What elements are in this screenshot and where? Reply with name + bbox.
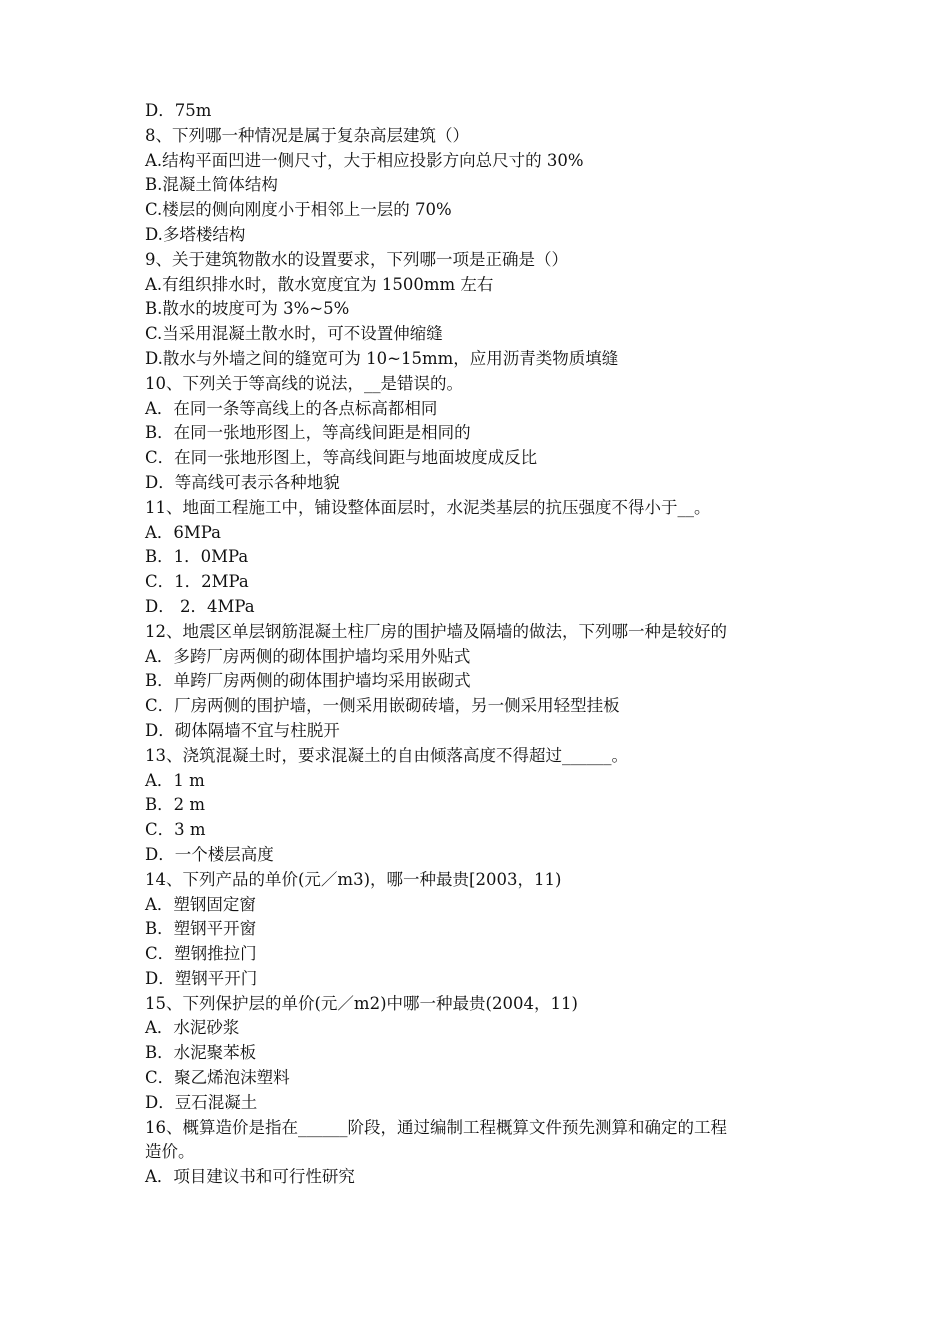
option-line: D．塑钢平开门 bbox=[145, 968, 258, 988]
option-line: B.散水的坡度可为 3%~5% bbox=[145, 299, 350, 319]
option-line: A．项目建议书和可行性研究 bbox=[145, 1167, 355, 1187]
option-line: D．等高线可表示各种地貌 bbox=[145, 472, 340, 492]
option-line: D．一个楼层高度 bbox=[145, 844, 274, 864]
question-line: 15、下列保护层的单价(元／m2)中哪一种最贵(2004，11) bbox=[145, 993, 578, 1013]
option-line: B．水泥聚苯板 bbox=[145, 1043, 257, 1063]
option-line: C．在同一张地形图上，等高线间距与地面坡度成反比 bbox=[145, 448, 538, 468]
option-line: D．豆石混凝土 bbox=[145, 1092, 258, 1112]
document-page bbox=[145, 99, 825, 1190]
option-line: C.当采用混凝土散水时，可不设置伸缩缝 bbox=[145, 324, 443, 344]
question-line: 8、下列哪一种情况是属于复杂高层建筑（） bbox=[145, 125, 469, 145]
option-line: A．在同一条等高线上的各点标高都相同 bbox=[145, 398, 438, 418]
question-line: 13、浇筑混凝土时，要求混凝土的自由倾落高度不得超过______。 bbox=[145, 745, 628, 765]
question-line-continued: 造价。 bbox=[145, 1142, 195, 1162]
option-line: D．75m bbox=[145, 101, 212, 120]
option-line: D．砌体隔墙不宜与柱脱开 bbox=[145, 720, 340, 740]
option-line: B．在同一张地形图上，等高线间距是相同的 bbox=[145, 423, 471, 443]
option-line: D.多塔楼结构 bbox=[145, 224, 246, 244]
option-line: C．厂房两侧的围护墙，一侧采用嵌砌砖墙，另一侧采用轻型挂板 bbox=[145, 696, 620, 716]
option-line: B．塑钢平开窗 bbox=[145, 919, 257, 939]
question-line: 14、下列产品的单价(元／m3)，哪一种最贵[2003，11) bbox=[145, 869, 562, 889]
option-line: A．6MPa bbox=[145, 522, 222, 542]
question-line: 11、地面工程施工中，铺设整体面层时，水泥类基层的抗压强度不得小于__。 bbox=[145, 497, 711, 517]
option-line: C．1．2MPa bbox=[145, 572, 249, 592]
option-line: C．聚乙烯泡沫塑料 bbox=[145, 1068, 290, 1088]
option-line: A．多跨厂房两侧的砌体围护墙均采用外贴式 bbox=[145, 646, 471, 666]
option-line: A．水泥砂浆 bbox=[145, 1018, 240, 1038]
question-line: 9、关于建筑物散水的设置要求，下列哪一项是正确是（） bbox=[145, 249, 568, 269]
question-line: 16、概算造价是指在______阶段，通过编制工程概算文件预先测算和确定的工程 bbox=[145, 1117, 727, 1137]
option-line: D． 2．4MPa bbox=[145, 596, 255, 616]
option-line: B．1．0MPa bbox=[145, 547, 249, 567]
option-line: A.有组织排水时，散水宽度宜为 1500mm 左右 bbox=[145, 274, 494, 294]
option-line: B.混凝土简体结构 bbox=[145, 175, 278, 195]
option-line: C．3 m bbox=[145, 820, 206, 840]
option-line: C.楼层的侧向刚度小于相邻上一层的 70% bbox=[145, 200, 452, 220]
option-line: C．塑钢推拉门 bbox=[145, 944, 257, 964]
option-line: D.散水与外墙之间的缝宽可为 10~15mm，应用沥青类物质填缝 bbox=[145, 348, 619, 368]
question-line: 10、下列关于等高线的说法，__是错误的。 bbox=[145, 373, 463, 393]
option-line: A．1 m bbox=[145, 770, 205, 790]
option-line: B．2 m bbox=[145, 795, 206, 815]
question-line: 12、地震区单层钢筋混凝土柱厂房的围护墙及隔墙的做法，下列哪一种是较好的 bbox=[145, 621, 727, 641]
option-line: A.结构平面凹进一侧尺寸，大于相应投影方向总尺寸的 30% bbox=[145, 150, 584, 170]
option-line: A．塑钢固定窗 bbox=[145, 894, 256, 914]
option-line: B．单跨厂房两侧的砌体围护墙均采用嵌砌式 bbox=[145, 671, 471, 691]
